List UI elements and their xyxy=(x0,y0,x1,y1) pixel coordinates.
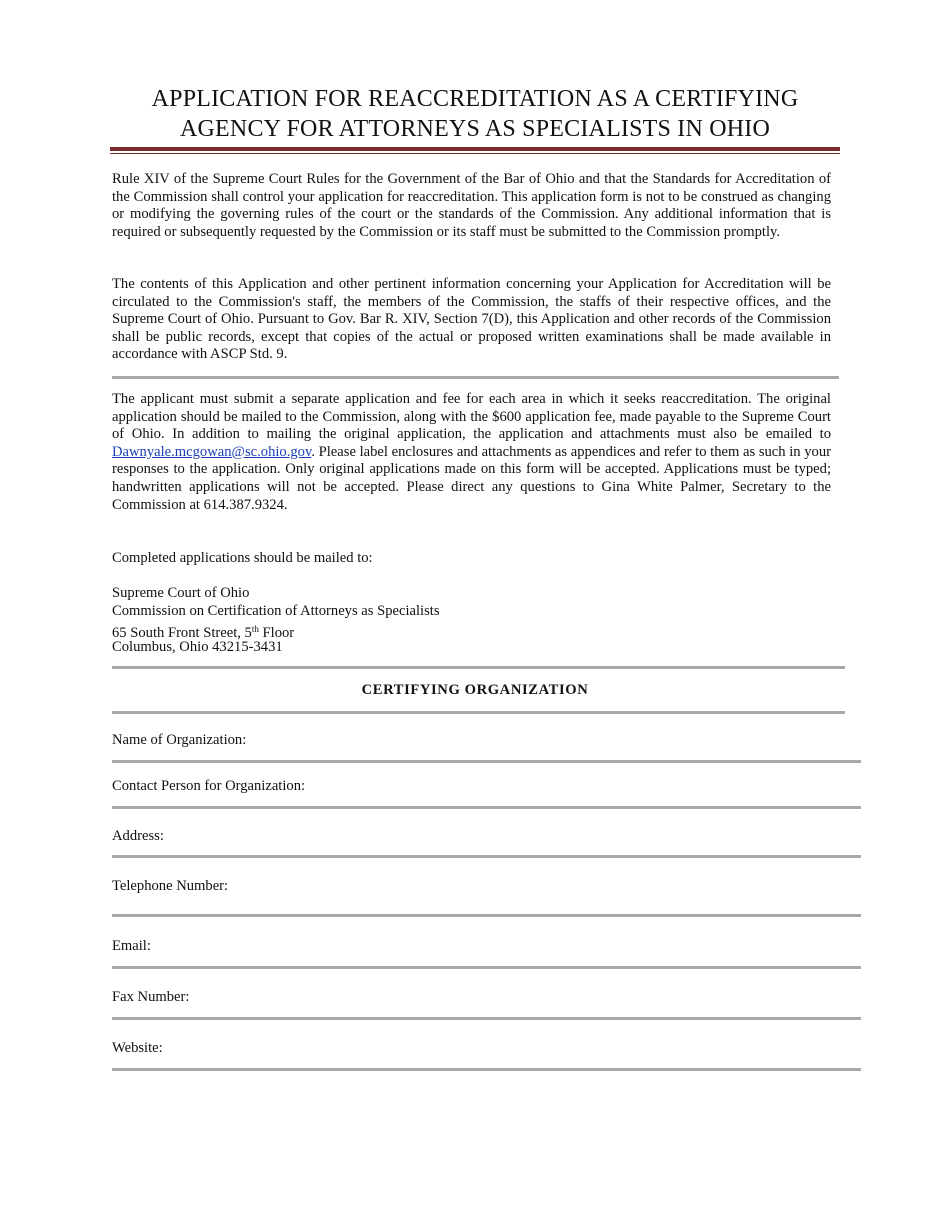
website-input[interactable] xyxy=(180,1038,859,1062)
fax-label: Fax Number: xyxy=(112,989,190,1005)
website-label: Website: xyxy=(112,1040,163,1056)
section-divider xyxy=(112,376,839,379)
address-input[interactable] xyxy=(180,826,859,850)
contact-person-underline xyxy=(112,806,861,809)
email-input[interactable] xyxy=(165,936,859,960)
address-line-3: 65 South Front Street, 5th Floor xyxy=(112,624,295,641)
address-line-2: Commission on Certification of Attorneys as Specialists xyxy=(112,603,440,619)
telephone-input[interactable] xyxy=(255,876,859,900)
fax-underline xyxy=(112,1017,861,1020)
organization-name-input[interactable] xyxy=(270,730,859,754)
email-underline xyxy=(112,966,861,969)
intro-paragraph-1: Rule XIV of the Supreme Court Rules for the Government of the Bar of Ohio and that the Standards for Accreditation of the Commission shall control your application for reaccreditation. This application form is not to be construed as changing or modifying the governing rules of the court or the standards of the Commission. Any additional information that is required or subsequently requested by the Commission or its staff must be submitted to the Commission promptly. xyxy=(112,171,831,240)
intro-paragraph-2: The contents of this Application and other pertinent information concerning your Application for Accreditation will be circulated to the Commission's staff, the members of the Commission, the staffs of their respective offices, and the Supreme Court of Ohio. Pursuant to Gov. Bar R. XIV, Section 7(D), this Application and other records of the Commission shall be public records, except that copies of the actual or proposed written examinations shall be made available in accordance with ASCP Std. 9. xyxy=(112,276,831,363)
title-divider-thin xyxy=(110,153,840,154)
address-label: Address: xyxy=(112,828,164,844)
section-heading: CERTIFYING ORGANIZATION xyxy=(361,682,589,698)
title-line-1: APPLICATION FOR REACCREDITATION AS A CERTIFYING xyxy=(151,86,799,112)
address-underline xyxy=(112,855,861,858)
email-link[interactable]: Dawnyale.mcgowan@sc.ohio.gov xyxy=(112,443,312,460)
section-top-divider xyxy=(112,666,845,669)
title-divider xyxy=(110,147,840,151)
organization-name-underline xyxy=(112,760,861,763)
section-bottom-divider xyxy=(112,711,845,714)
mail-intro: Completed applications should be mailed to: xyxy=(112,550,373,566)
contact-person-input[interactable] xyxy=(345,776,859,800)
website-underline xyxy=(112,1068,861,1071)
telephone-label: Telephone Number: xyxy=(112,878,229,894)
contact-person-label: Contact Person for Organization: xyxy=(112,778,306,794)
fax-input[interactable] xyxy=(210,987,859,1011)
email-label: Email: xyxy=(112,938,151,954)
page-title xyxy=(110,84,840,144)
telephone-underline xyxy=(112,914,861,917)
organization-name-label: Name of Organization: xyxy=(112,732,247,748)
title-line-2: AGENCY FOR ATTORNEYS AS SPECIALISTS IN OHIO xyxy=(179,116,770,142)
address-line-4: Columbus, Ohio 43215-3431 xyxy=(112,639,283,655)
instructions-paragraph: The applicant must submit a separate application and fee for each area in which it seeks reaccreditation. The original application should be mailed to the Commission, along with the $600 application fee, made payable to the Supreme Court of Ohio. In addition to mailing the original application, the application and attachments must also be emailed to Dawnyale.mcgowan@sc.ohio.gov. Please label enclosures and attachments as appendices and refer to them as such in your responses to the application. Only original applications made on this form will be accepted. Applications must be typed; handwritten applications will not be accepted. Please direct any questions to Gina White Palmer, Secretary to the Commission at 614.387.9324. xyxy=(112,391,831,513)
address-line-1: Supreme Court of Ohio xyxy=(112,585,250,601)
